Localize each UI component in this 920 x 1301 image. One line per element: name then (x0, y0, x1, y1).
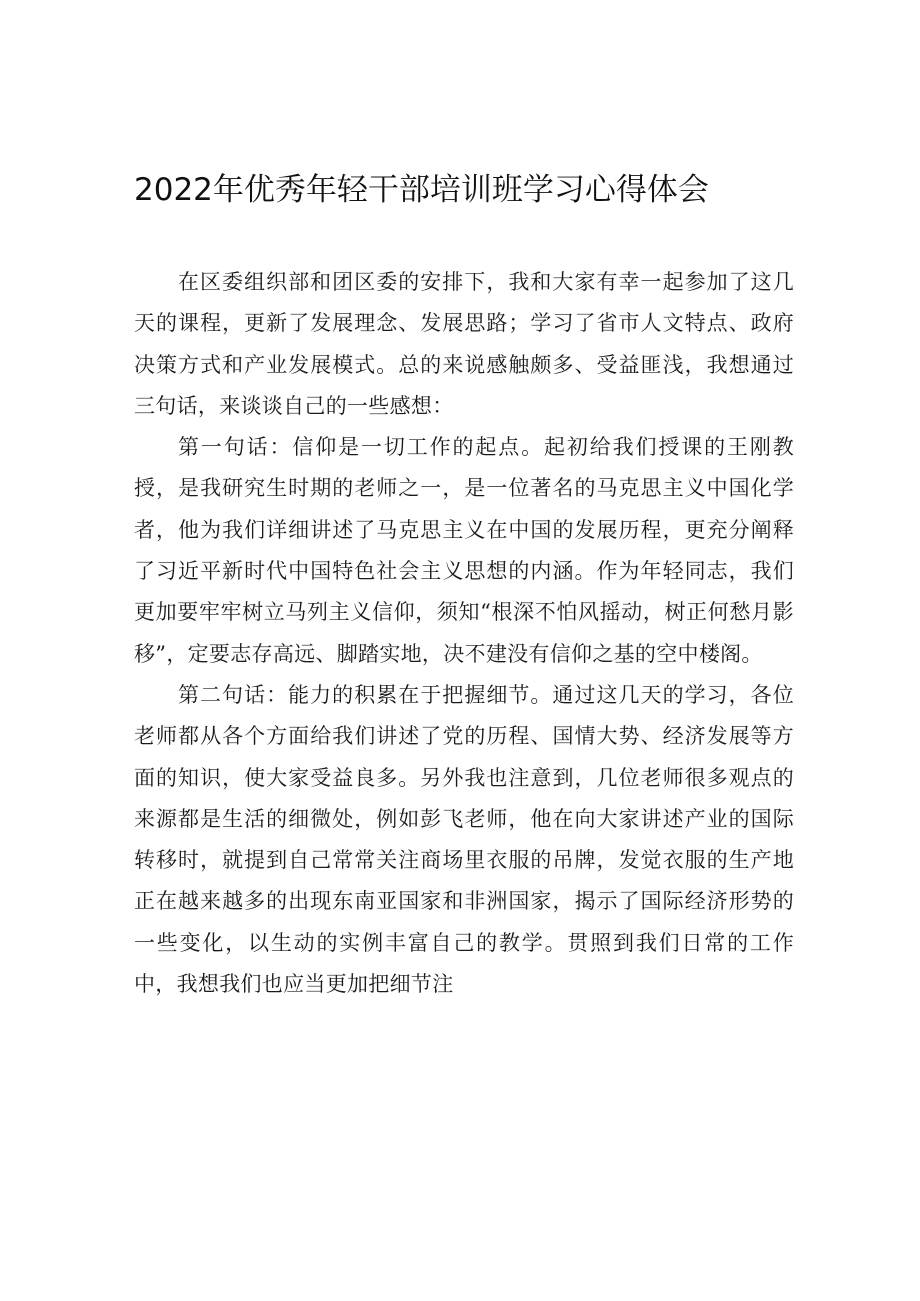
document-title: 2022年优秀年轻干部培训班学习心得体会 (134, 172, 709, 208)
paragraph-intro: 在区委组织部和团区委的安排下，我和大家有幸一起参加了这几天的课程，更新了发展理念、发展思路；学习了省市人文特点、政府决策方式和产业发展模式。总的来说感触颇多、受益匪浅，我想通过三句话，来谈谈自己的一些感想： (134, 270, 794, 418)
paragraph-first-point: 第一句话：信仰是一切工作的起点。起初给我们授课的王刚教授，是我研究生时期的老师之一，是一位著名的马克思主义中国化学者，他为我们详细讲述了马克思主义在中国的发展历程，更充分阐释了习近平新时代中国特色社会主义思想的内涵。作为年轻同志，我们更加要牢牢树立马列主义信仰，须知“根深不怕风摇动，树正何愁月影移”，定要志存高远、脚踏实地，决不建没有信仰之基的空中楼阁。 (134, 435, 794, 666)
paragraph-second-point: 第二句话：能力的积累在于把握细节。通过这几天的学习，各位老师都从各个方面给我们讲述了党的历程、国情大势、经济发展等方面的知识，使大家受益良多。另外我也注意到，几位老师很多观点的来源都是生活的细微处，例如彭飞老师，他在向大家讲述产业的国际转移时，就提到自己常常关注商场里衣服的吊牌，发觉衣服的生产地正在越来越多的出现东南亚国家和非洲国家，揭示了国际经济形势的一些变化，以生动的实例丰富自己的教学。贯照到我们日常的工作中，我想我们也应当更加把细节注 (134, 682, 794, 997)
document-body (134, 262, 794, 1005)
